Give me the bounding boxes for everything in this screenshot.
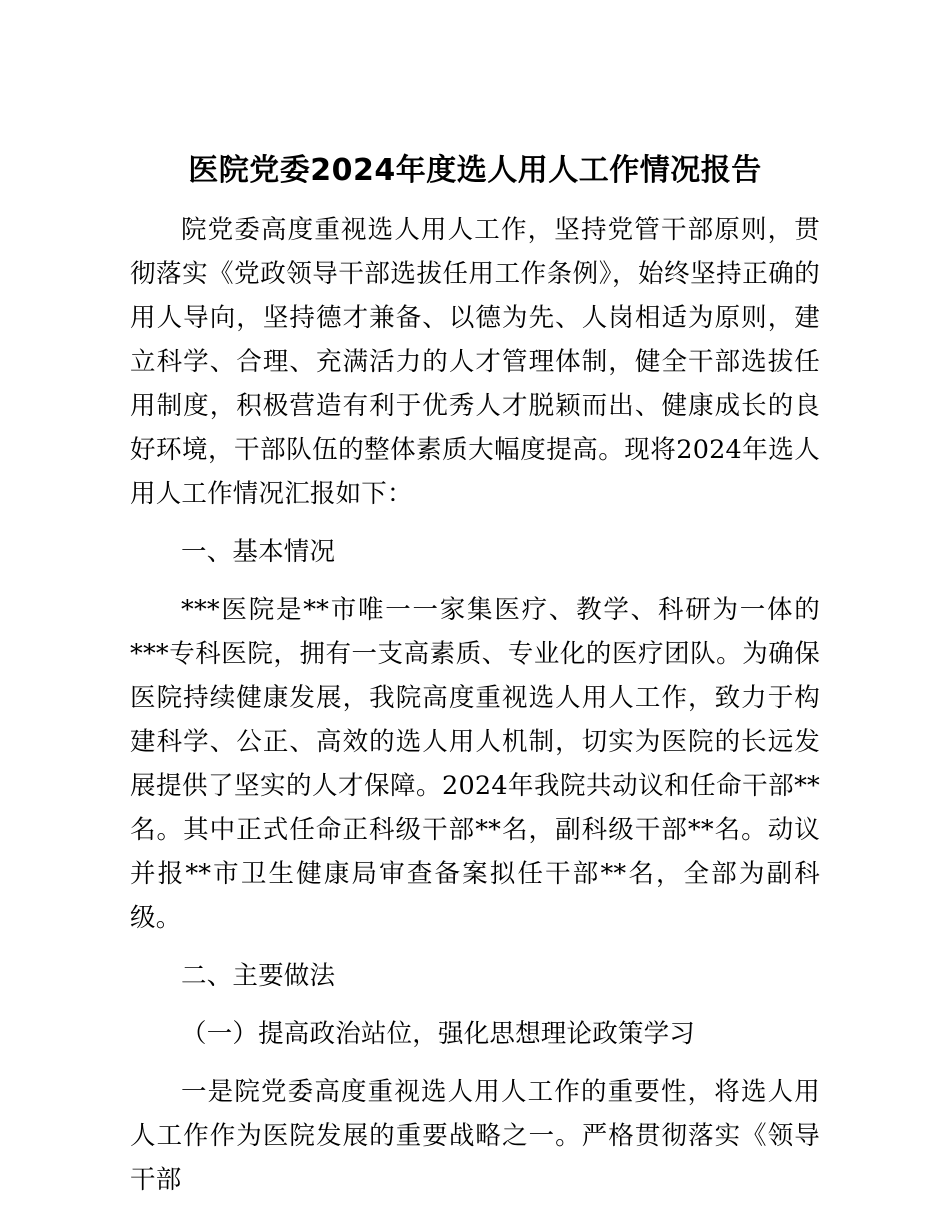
section-heading-basic-situation: 一、基本情况	[181, 537, 336, 567]
section-heading-main-practices: 二、主要做法	[181, 961, 336, 991]
subsection-heading-political-stance: （一）提高政治站位，强化思想理论政策学习	[181, 1019, 696, 1049]
paragraph-basic-situation: ***医院是**市唯一一家集医疗、教学、科研为一体的***专科医院，拥有一支高素质、专业化的医疗团队。为确保医院持续健康发展，我院高度重视选人用人工作，致力于构建科学、公正、高效的选人用人机制，切实为医院的长远发展提供了坚实的人才保障。2024年我院共动议和任命干部**名。其中正式任命正科级干部**名，副科级干部**名。动议并报**市卫生健康局审查备案拟任干部**名，全部为副科级。	[130, 595, 820, 933]
page-title: 医院党委2024年度选人用人工作情况报告	[188, 153, 762, 188]
paragraph-intro: 院党委高度重视选人用人工作，坚持党管干部原则，贯彻落实《党政领导干部选拔任用工作条例》，始终坚持正确的用人导向，坚持德才兼备、以德为先、人岗相适为原则，建立科学、合理、充满活力的人才管理体制，健全干部选拔任用制度，积极营造有利于优秀人才脱颖而出、健康成长的良好环境，干部队伍的整体素质大幅度提高。现将2024年选人用人工作情况汇报如下：	[130, 215, 820, 509]
paragraph-political-stance: 一是院党委高度重视选人用人工作的重要性，将选人用人工作作为医院发展的重要战略之一。严格贯彻落实《领导干部	[130, 1077, 820, 1195]
